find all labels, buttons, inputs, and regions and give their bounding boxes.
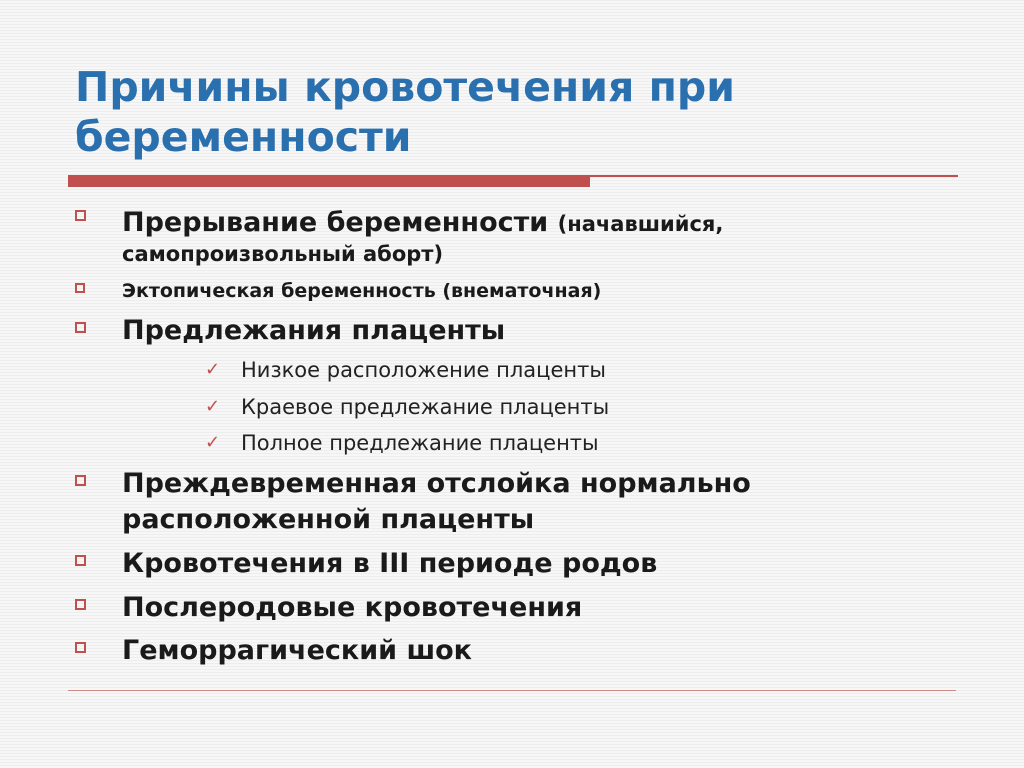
list-item-abortion-line-2: самопроизвольный аборт): [122, 242, 444, 266]
hollow-square-icon: [75, 283, 85, 293]
list-item-abruption-line-1: Преждевременная отслойка нормально: [122, 468, 751, 499]
list-item-shock-label: Геморрагический шок: [122, 635, 472, 666]
title-underline-thick: [68, 175, 590, 187]
title-underline-thin: [590, 175, 958, 177]
checkmark-icon: ✓: [205, 432, 221, 453]
checkmark-icon: ✓: [205, 359, 221, 380]
list-item-ectopic-label: Эктопическая беременность (внематочная): [122, 280, 602, 302]
hollow-square-icon: [75, 475, 86, 486]
list-item-abortion-main: Прерывание беременности: [122, 207, 549, 238]
hollow-square-icon: [75, 555, 86, 566]
list-item-abortion-detail: (начавшийся,: [557, 212, 724, 236]
hollow-square-icon: [75, 210, 86, 221]
slide-title: [75, 62, 955, 162]
checkmark-icon: ✓: [205, 396, 221, 417]
list-item-third-stage-label: Кровотечения в III периоде родов: [122, 548, 658, 579]
footer-divider: [68, 690, 956, 691]
hollow-square-icon: [75, 322, 86, 333]
slide-title-line-2: беременности: [75, 113, 412, 161]
slide-title-line-1: Причины кровотечения при: [75, 63, 735, 111]
sub-item-complete-previa-label: Полное предлежание плаценты: [241, 431, 599, 455]
list-item-abortion-line-1: [122, 205, 723, 242]
list-item-placenta-previa-label: Предлежания плаценты: [122, 315, 506, 346]
sub-item-low-placenta-label: Низкое расположение плаценты: [241, 358, 606, 382]
hollow-square-icon: [75, 599, 86, 610]
list-item-abruption-line-2: расположенной плаценты: [122, 504, 535, 535]
sub-item-marginal-previa-label: Краевое предлежание плаценты: [241, 395, 610, 419]
list-item-postpartum-label: Послеродовые кровотечения: [122, 592, 583, 623]
hollow-square-icon: [75, 642, 86, 653]
